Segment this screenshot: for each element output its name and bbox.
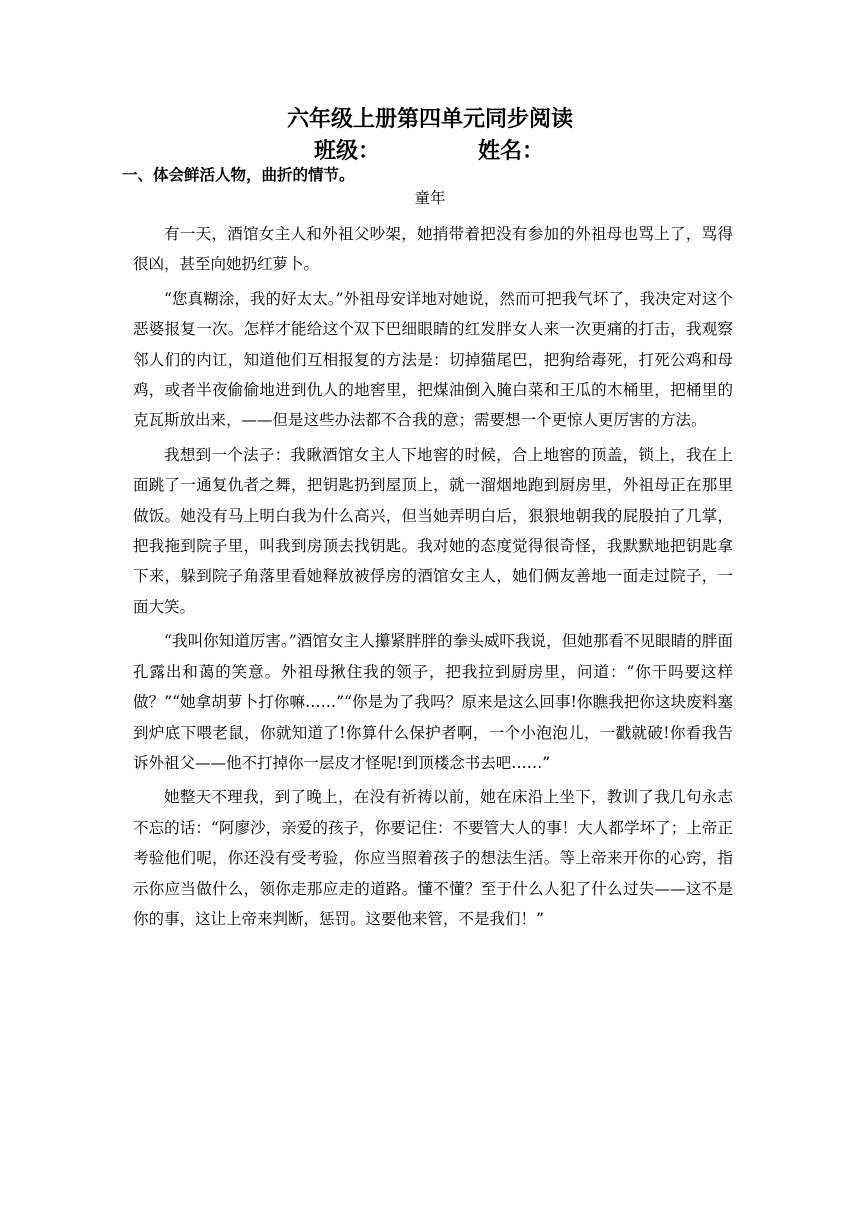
name-label: 姓名： <box>478 138 545 164</box>
class-label: 班级： <box>314 138 381 164</box>
story-body <box>133 219 733 938</box>
paragraph: “我叫你知道厉害。”酒馆女主人攥紧胖胖的拳头威吓我说，但她那看不见眼睛的胖面孔露出和蔼的笑意。外祖母揪住我的领子，把我拉到厨房里，问道：“你干吗要这样做？”“她拿胡萝卜打你嘛……”“你是为了我吗？原来是这么回事!你瞧我把你这块废料塞到炉底下喂老鼠，你就知道了!你算什么保护者啊，一个小泡泡儿，一戳就破!你看我告诉外祖父——他不打掉你一层皮才怪呢!到顶楼念书去吧……” <box>133 632 733 772</box>
paragraph: “您真糊涂，我的好太太。”外祖母安详地对她说，然而可把我气坏了，我决定对这个恶婆报复一次。怎样才能给这个双下巴细眼睛的红发胖女人来一次更痛的打击，我观察邻人们的内讧，知道他们互相报复的方法是：切掉猫尾巴，把狗给毒死，打死公鸡和母鸡，或者半夜偷偷地进到仇人的地窖里，把煤油倒入腌白菜和王瓜的木桶里，把桶里的克瓦斯放出来，——但是这些办法都不合我的意；需要想一个更惊人更厉害的方法。 <box>133 289 733 430</box>
section-heading: 一、体会鲜活人物，曲折的情节。 <box>122 165 355 184</box>
story-title: 童年 <box>414 189 446 207</box>
page-title: 六年级上册第四单元同步阅读 <box>286 106 573 132</box>
paragraph: 她整天不理我，到了晚上，在没有祈祷以前，她在床沿上坐下，教训了我几句永志不忘的话：“阿廖沙，亲爱的孩子，你要记住：不要管大人的事！大人都学坏了；上帝正考验他们呢，你还没有受考验，你应当照着孩子的想法生活。等上帝来开你的心窍，指示你应当做什么，领你走那应走的道路。懂不懂？至于什么人犯了什么过失——这不是你的事，这让上帝来判断，惩罚。这要他来管，不是我们！” <box>133 788 733 928</box>
paragraph: 我想到一个法子：我瞅酒馆女主人下地窖的时候，合上地窖的顶盖，锁上，我在上面跳了一通复仇者之舞，把钥匙扔到屋顶上，就一溜烟地跑到厨房里，外祖母正在那里做饭。她没有马上明白我为什么高兴，但当她弄明白后，狠狠地朝我的屁股拍了几掌，把我拖到院子里，叫我到房顶去找钥匙。我对她的态度觉得很奇怪，我默默地把钥匙拿下来，躲到院子角落里看她释放被俘房的酒馆女主人，她们俩友善地一面走过院子，一面大笑。 <box>133 445 733 616</box>
paragraph: 有一天，酒馆女主人和外祖父吵架，她捎带着把没有参加的外祖母也骂上了，骂得很凶，甚至向她扔红萝卜。 <box>133 225 733 274</box>
